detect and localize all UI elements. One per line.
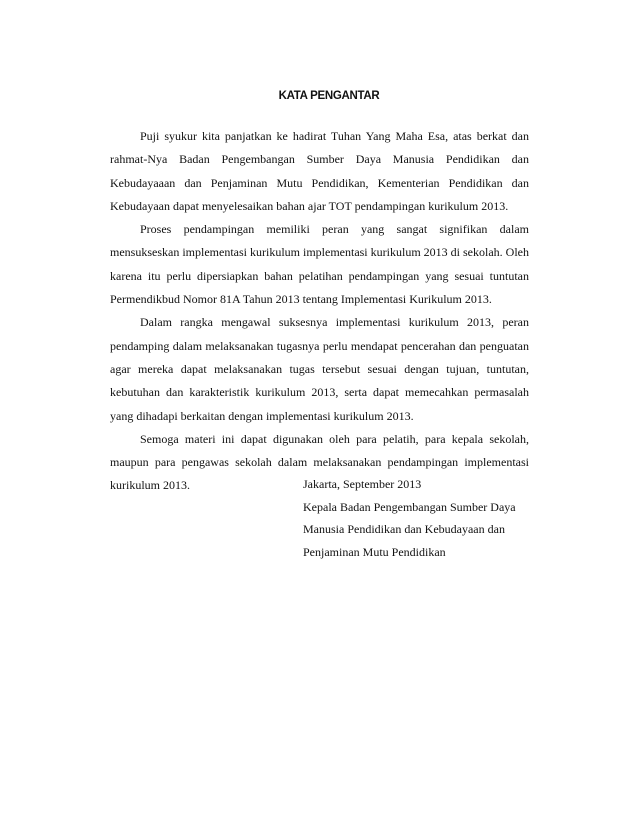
signature-place-date: Jakarta, September 2013 [303,477,422,491]
paragraph-4: Semoga materi ini dapat digunakan oleh para pelatih, para kepala sekolah, maupun para pengawas sekolah dalam melaksanakan pendampingan implementasi kurikulum 2013. [110,431,529,493]
signature-line-3: Penjaminan Mutu Pendidikan [303,544,446,559]
paragraph-1: Puji syukur kita panjatkan ke hadirat Tuhan Yang Maha Esa, atas berkat dan rahmat-Nya Badan Pengembangan Sumber Daya Manusia Pendidikan dan Kebudayaaan dan Penjaminan Mutu Pendidikan, Kementerian Pendidikan dan Kebudayaan dapat menyelesaikan bahan ajar TOT pendampingan kurikulum 2013. [110,129,529,213]
paragraph-2: Proses pendampingan memiliki peran yang sangat signifikan dalam mensukseskan implementasi kurikulum implementasi kurikulum 2013 di sekolah. Oleh karena itu perlu dipersiapkan bahan pelatihan pendampingan yang sesuai tuntutan Permendikbud Nomor 81A Tahun 2013 tentang Implementasi Kurikulum 2013. [110,222,529,307]
signature-block [303,473,563,563]
page-title: KATA PENGANTAR [278,90,380,102]
signature-line-2: Manusia Pendidikan dan Kebudayaan dan [303,522,505,536]
signature-line-1: Kepala Badan Pengembangan Sumber Daya [303,499,516,514]
paragraph-3: Dalam rangka mengawal suksesnya implementasi kurikulum 2013, peran pendamping dalam melaksanakan tugasnya perlu mendapat pencerahan dan penguatan agar mereka dapat melaksanakan tugas tersebut sesuai dengan tujuan, tuntutan, kebutuhan dan karakteristik kurikulum 2013, serta dapat memecahkan permasalah yang dihadapi berkaitan dengan implementasi kurikulum 2013. [110,315,529,423]
body-text [110,125,529,498]
